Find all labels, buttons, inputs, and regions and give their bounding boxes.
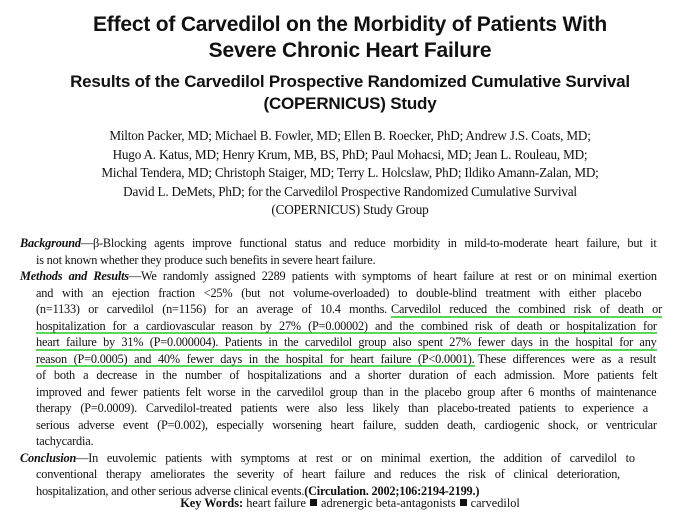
- methods-text: and with an ejection fraction <25% (but not volume-overloaded) to double-blind treatment with either placebo: [36, 285, 642, 300]
- methods-text: therapy (P=0.0009). Carvedilol-treated patients were also less likely than placebo-treated patients to experience a: [36, 401, 649, 415]
- background-text: —β-Blocking agents improve functional status and reduce morbidity in mild-to-moderate heart failure, but it: [80, 236, 657, 250]
- abstract-methods-line-10: [36, 417, 700, 434]
- abstract-methods-line-7: [36, 367, 700, 384]
- bullet-square-icon: [310, 499, 317, 506]
- highlighted-finding: reason (P=0.0005) and 40% fewer days in the hospital for heart failure (P<0.0001).: [36, 351, 475, 366]
- methods-text: improved and fewer patients felt worse in the carvedilol group than in the placebo group after 6 months of maintenance: [36, 384, 657, 399]
- author-line-2: Hugo A. Katus, MD; Henry Krum, MB, BS, PhD; Paul Mohacsi, MD; Jean L. Rouleau, MD;: [112, 146, 588, 162]
- conclusion-text: conventional therapy ameliorates the severity of heart failure and reduces the risk of clinical deterioration,: [36, 467, 621, 481]
- methods-text: tachycardia.: [36, 434, 94, 448]
- bullet-square-icon: [460, 499, 467, 506]
- author-line-5: (COPERNICUS) Study Group: [271, 202, 429, 217]
- abstract-methods-line-11: [36, 433, 700, 450]
- abstract-conclusion-line-1: [20, 450, 700, 467]
- abstract-methods-line-8: [36, 384, 700, 401]
- author-line-1: Milton Packer, MD; Michael B. Fowler, MD; Ellen B. Roecker, PhD; Andrew J.S. Coats, MD;: [109, 128, 591, 143]
- methods-label: Methods and Results: [20, 269, 129, 283]
- conclusion-label: Conclusion: [20, 450, 77, 465]
- article-title-line-2: Severe Chronic Heart Failure: [208, 39, 492, 62]
- article-title-line-1: Effect of Carvedilol on the Morbidity of Patients With: [92, 13, 608, 36]
- keyword: carvedilol: [470, 496, 520, 510]
- keywords: [0, 496, 700, 511]
- article-subtitle-line-2: (COPERNICUS) Study: [263, 94, 437, 113]
- conclusion-text: hospitalization, and other serious adverse clinical events.: [36, 483, 305, 498]
- article-subtitle-line-1: Results of the Carvedilol Prospective Randomized Cumulative Survival: [70, 72, 630, 91]
- abstract-methods-line-4: [36, 318, 700, 335]
- citation: (Circulation. 2002;106:2194-2199.): [304, 483, 480, 498]
- abstract-methods-line-1: [20, 268, 700, 285]
- keyword: heart failure: [246, 496, 306, 510]
- background-label: Background: [20, 236, 81, 250]
- highlighted-finding: Carvedilol reduced the combined risk of death or: [391, 302, 662, 316]
- methods-text: of both a decrease in the number of hospitalizations and a shorter duration of each admission. More patients felt: [36, 368, 658, 382]
- abstract-methods-line-9: [36, 400, 700, 417]
- abstract-background-line-1: [20, 235, 700, 252]
- keywords-label: Key Words:: [180, 496, 244, 510]
- abstract-methods-line-2: [36, 285, 700, 302]
- conclusion-text: —In euvolemic patients with symptoms at rest or on minimal exertion, the addition of carvedilol to: [76, 450, 635, 465]
- keyword: adrenergic beta-antagonists: [320, 496, 456, 510]
- abstract-background-line-2: [36, 252, 700, 269]
- methods-text: These differences were as a result: [477, 351, 656, 366]
- abstract-conclusion-line-2: [36, 466, 700, 483]
- author-line-4: David L. DeMets, PhD; for the Carvedilol Prospective Randomized Cumulative Survival: [123, 183, 577, 199]
- methods-text: serious adverse event (P=0.002), especially worsening heart failure, sudden death, cardiogenic shock, or ventricular: [36, 417, 657, 432]
- abstract-methods-line-6: [36, 351, 700, 368]
- highlighted-finding: hospitalization for a cardiovascular reason by 27% (P=0.00002) and the combined risk of death or hospitalization for: [36, 318, 657, 333]
- abstract-methods-line-3: [36, 301, 700, 318]
- methods-text: —We randomly assigned 2289 patients with symptoms of heart failure at rest or on minimal exertion: [128, 269, 657, 283]
- background-text: is not known whether they produce such benefits in severe heart failure.: [36, 252, 376, 267]
- author-line-3: Michal Tendera, MD; Christoph Staiger, MD; Terry L. Holcslaw, PhD; Ildiko Amann-Zalan, MD;: [101, 165, 599, 180]
- methods-text: (n=1133) or carvedilol (n=1156) for an average of 10.4 months.: [36, 302, 388, 316]
- highlighted-finding: heart failure by 31% (P=0.000004). Patients in the carvedilol group also spent 27% fewer days in the hospital for any: [36, 335, 657, 349]
- abstract-methods-line-5: [36, 334, 700, 351]
